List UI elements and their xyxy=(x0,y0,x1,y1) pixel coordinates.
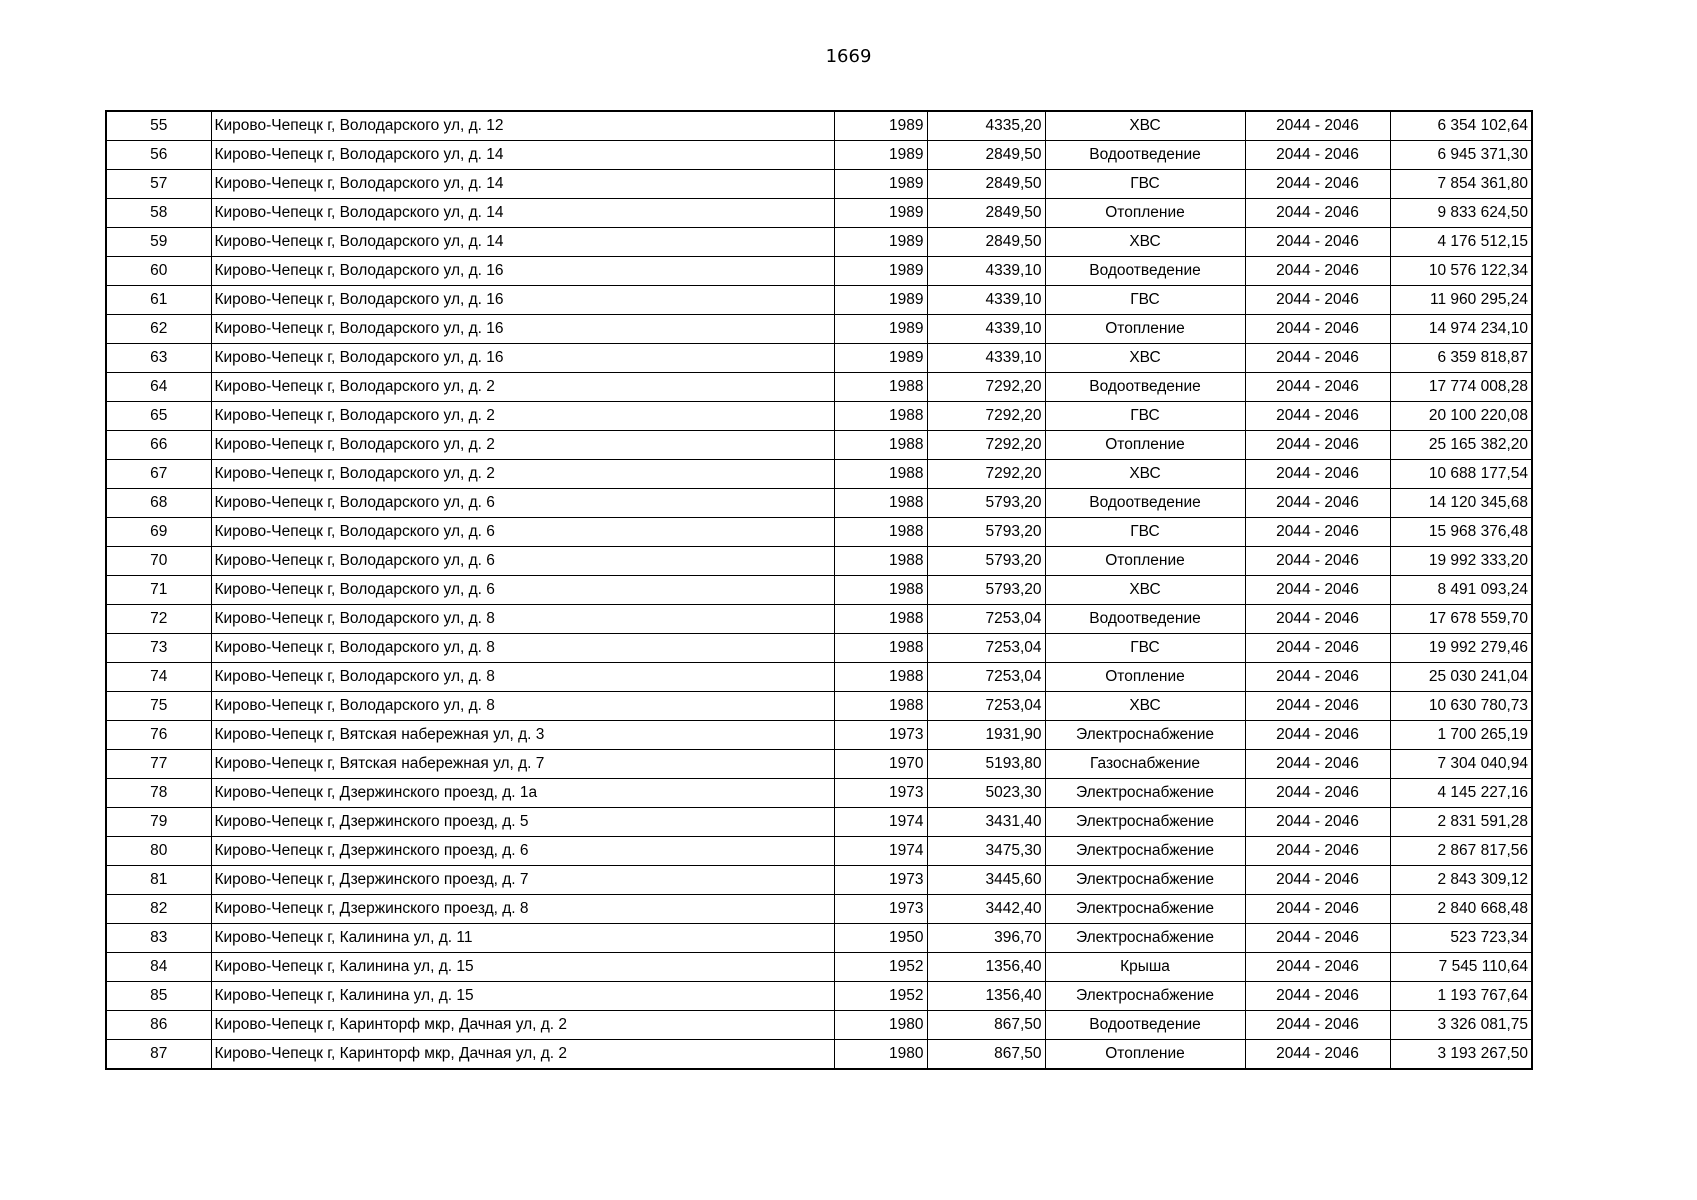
year-built-cell: 1973 xyxy=(834,779,927,808)
work-type-cell: Водоотведение xyxy=(1045,373,1245,402)
table-row xyxy=(106,982,1532,1011)
address-cell: Кирово-Чепецк г, Володарского ул, д. 6 xyxy=(211,576,834,605)
table-row xyxy=(106,750,1532,779)
address-cell: Кирово-Чепецк г, Володарского ул, д. 16 xyxy=(211,344,834,373)
row-number-cell: 76 xyxy=(106,721,211,750)
period-cell: 2044 - 2046 xyxy=(1245,489,1390,518)
table-row xyxy=(106,837,1532,866)
row-number-cell: 81 xyxy=(106,866,211,895)
address-cell: Кирово-Чепецк г, Володарского ул, д. 8 xyxy=(211,663,834,692)
table-row xyxy=(106,576,1532,605)
period-cell: 2044 - 2046 xyxy=(1245,170,1390,199)
cost-cell: 17 774 008,28 xyxy=(1390,373,1532,402)
table-row xyxy=(106,924,1532,953)
table-row xyxy=(106,953,1532,982)
area-cell: 7253,04 xyxy=(927,663,1045,692)
work-type-cell: Электроснабжение xyxy=(1045,924,1245,953)
row-number-cell: 77 xyxy=(106,750,211,779)
year-built-cell: 1988 xyxy=(834,373,927,402)
year-built-cell: 1973 xyxy=(834,721,927,750)
row-number-cell: 66 xyxy=(106,431,211,460)
period-cell: 2044 - 2046 xyxy=(1245,460,1390,489)
cost-cell: 6 945 371,30 xyxy=(1390,141,1532,170)
period-cell: 2044 - 2046 xyxy=(1245,286,1390,315)
table-row xyxy=(106,228,1532,257)
period-cell: 2044 - 2046 xyxy=(1245,547,1390,576)
area-cell: 396,70 xyxy=(927,924,1045,953)
area-cell: 7253,04 xyxy=(927,634,1045,663)
table-row xyxy=(106,257,1532,286)
row-number-cell: 78 xyxy=(106,779,211,808)
address-cell: Кирово-Чепецк г, Калинина ул, д. 11 xyxy=(211,924,834,953)
area-cell: 7292,20 xyxy=(927,460,1045,489)
cost-cell: 14 120 345,68 xyxy=(1390,489,1532,518)
year-built-cell: 1974 xyxy=(834,837,927,866)
work-type-cell: ГВС xyxy=(1045,634,1245,663)
area-cell: 2849,50 xyxy=(927,170,1045,199)
table-row xyxy=(106,344,1532,373)
cost-cell: 25 030 241,04 xyxy=(1390,663,1532,692)
work-type-cell: Отопление xyxy=(1045,547,1245,576)
row-number-cell: 68 xyxy=(106,489,211,518)
year-built-cell: 1988 xyxy=(834,547,927,576)
work-type-cell: Водоотведение xyxy=(1045,489,1245,518)
cost-cell: 2 843 309,12 xyxy=(1390,866,1532,895)
area-cell: 4339,10 xyxy=(927,286,1045,315)
work-type-cell: Водоотведение xyxy=(1045,141,1245,170)
period-cell: 2044 - 2046 xyxy=(1245,982,1390,1011)
work-type-cell: Водоотведение xyxy=(1045,1011,1245,1040)
year-built-cell: 1988 xyxy=(834,402,927,431)
year-built-cell: 1988 xyxy=(834,692,927,721)
cost-cell: 1 700 265,19 xyxy=(1390,721,1532,750)
period-cell: 2044 - 2046 xyxy=(1245,111,1390,141)
table-row xyxy=(106,402,1532,431)
cost-cell: 523 723,34 xyxy=(1390,924,1532,953)
year-built-cell: 1970 xyxy=(834,750,927,779)
area-cell: 1931,90 xyxy=(927,721,1045,750)
row-number-cell: 60 xyxy=(106,257,211,286)
period-cell: 2044 - 2046 xyxy=(1245,808,1390,837)
period-cell: 2044 - 2046 xyxy=(1245,402,1390,431)
area-cell: 867,50 xyxy=(927,1011,1045,1040)
address-cell: Кирово-Чепецк г, Дзержинского проезд, д. 7 xyxy=(211,866,834,895)
table-row xyxy=(106,663,1532,692)
period-cell: 2044 - 2046 xyxy=(1245,141,1390,170)
row-number-cell: 86 xyxy=(106,1011,211,1040)
page-number: 1669 xyxy=(825,46,872,67)
address-cell: Кирово-Чепецк г, Володарского ул, д. 14 xyxy=(211,228,834,257)
year-built-cell: 1980 xyxy=(834,1011,927,1040)
period-cell: 2044 - 2046 xyxy=(1245,373,1390,402)
period-cell: 2044 - 2046 xyxy=(1245,634,1390,663)
address-cell: Кирово-Чепецк г, Володарского ул, д. 12 xyxy=(211,111,834,141)
address-cell: Кирово-Чепецк г, Володарского ул, д. 14 xyxy=(211,141,834,170)
period-cell: 2044 - 2046 xyxy=(1245,866,1390,895)
year-built-cell: 1973 xyxy=(834,895,927,924)
table-row xyxy=(106,1011,1532,1040)
period-cell: 2044 - 2046 xyxy=(1245,315,1390,344)
work-type-cell: Отопление xyxy=(1045,431,1245,460)
work-type-cell: ХВС xyxy=(1045,692,1245,721)
address-cell: Кирово-Чепецк г, Каринторф мкр, Дачная ул, д. 2 xyxy=(211,1040,834,1070)
row-number-cell: 84 xyxy=(106,953,211,982)
period-cell: 2044 - 2046 xyxy=(1245,692,1390,721)
capital-repair-table xyxy=(105,110,1533,1070)
year-built-cell: 1973 xyxy=(834,866,927,895)
table-row xyxy=(106,315,1532,344)
period-cell: 2044 - 2046 xyxy=(1245,721,1390,750)
area-cell: 4339,10 xyxy=(927,257,1045,286)
period-cell: 2044 - 2046 xyxy=(1245,924,1390,953)
address-cell: Кирово-Чепецк г, Володарского ул, д. 8 xyxy=(211,605,834,634)
table-row xyxy=(106,721,1532,750)
period-cell: 2044 - 2046 xyxy=(1245,779,1390,808)
area-cell: 7253,04 xyxy=(927,692,1045,721)
work-type-cell: ГВС xyxy=(1045,286,1245,315)
period-cell: 2044 - 2046 xyxy=(1245,750,1390,779)
area-cell: 3445,60 xyxy=(927,866,1045,895)
table-row xyxy=(106,141,1532,170)
table-row xyxy=(106,895,1532,924)
area-cell: 7292,20 xyxy=(927,373,1045,402)
cost-cell: 10 688 177,54 xyxy=(1390,460,1532,489)
work-type-cell: ХВС xyxy=(1045,460,1245,489)
period-cell: 2044 - 2046 xyxy=(1245,199,1390,228)
table-row xyxy=(106,634,1532,663)
row-number-cell: 71 xyxy=(106,576,211,605)
work-type-cell: Электроснабжение xyxy=(1045,895,1245,924)
address-cell: Кирово-Чепецк г, Вятская набережная ул, д. 7 xyxy=(211,750,834,779)
period-cell: 2044 - 2046 xyxy=(1245,895,1390,924)
period-cell: 2044 - 2046 xyxy=(1245,257,1390,286)
year-built-cell: 1989 xyxy=(834,228,927,257)
work-type-cell: ГВС xyxy=(1045,402,1245,431)
address-cell: Кирово-Чепецк г, Володарского ул, д. 6 xyxy=(211,518,834,547)
row-number-cell: 57 xyxy=(106,170,211,199)
work-type-cell: ХВС xyxy=(1045,344,1245,373)
cost-cell: 6 359 818,87 xyxy=(1390,344,1532,373)
year-built-cell: 1980 xyxy=(834,1040,927,1070)
row-number-cell: 72 xyxy=(106,605,211,634)
area-cell: 3431,40 xyxy=(927,808,1045,837)
cost-cell: 10 630 780,73 xyxy=(1390,692,1532,721)
row-number-cell: 70 xyxy=(106,547,211,576)
cost-cell: 2 840 668,48 xyxy=(1390,895,1532,924)
address-cell: Кирово-Чепецк г, Дзержинского проезд, д. 6 xyxy=(211,837,834,866)
row-number-cell: 82 xyxy=(106,895,211,924)
area-cell: 2849,50 xyxy=(927,228,1045,257)
address-cell: Кирово-Чепецк г, Вятская набережная ул, д. 3 xyxy=(211,721,834,750)
cost-cell: 17 678 559,70 xyxy=(1390,605,1532,634)
cost-cell: 6 354 102,64 xyxy=(1390,111,1532,141)
work-type-cell: ГВС xyxy=(1045,170,1245,199)
year-built-cell: 1988 xyxy=(834,576,927,605)
period-cell: 2044 - 2046 xyxy=(1245,953,1390,982)
cost-cell: 2 867 817,56 xyxy=(1390,837,1532,866)
work-type-cell: ГВС xyxy=(1045,518,1245,547)
address-cell: Кирово-Чепецк г, Володарского ул, д. 2 xyxy=(211,402,834,431)
area-cell: 4339,10 xyxy=(927,315,1045,344)
table-row xyxy=(106,199,1532,228)
period-cell: 2044 - 2046 xyxy=(1245,1040,1390,1070)
year-built-cell: 1988 xyxy=(834,489,927,518)
row-number-cell: 56 xyxy=(106,141,211,170)
cost-cell: 7 854 361,80 xyxy=(1390,170,1532,199)
year-built-cell: 1988 xyxy=(834,634,927,663)
row-number-cell: 80 xyxy=(106,837,211,866)
table-row xyxy=(106,170,1532,199)
work-type-cell: Электроснабжение xyxy=(1045,721,1245,750)
address-cell: Кирово-Чепецк г, Володарского ул, д. 14 xyxy=(211,199,834,228)
cost-cell: 4 176 512,15 xyxy=(1390,228,1532,257)
year-built-cell: 1989 xyxy=(834,257,927,286)
area-cell: 5793,20 xyxy=(927,518,1045,547)
table-row xyxy=(106,547,1532,576)
area-cell: 4335,20 xyxy=(927,111,1045,141)
work-type-cell: ХВС xyxy=(1045,228,1245,257)
cost-cell: 11 960 295,24 xyxy=(1390,286,1532,315)
row-number-cell: 73 xyxy=(106,634,211,663)
work-type-cell: Электроснабжение xyxy=(1045,866,1245,895)
cost-cell: 20 100 220,08 xyxy=(1390,402,1532,431)
work-type-cell: Электроснабжение xyxy=(1045,837,1245,866)
year-built-cell: 1952 xyxy=(834,982,927,1011)
period-cell: 2044 - 2046 xyxy=(1245,663,1390,692)
year-built-cell: 1988 xyxy=(834,460,927,489)
row-number-cell: 64 xyxy=(106,373,211,402)
row-number-cell: 55 xyxy=(106,111,211,141)
year-built-cell: 1950 xyxy=(834,924,927,953)
cost-cell: 10 576 122,34 xyxy=(1390,257,1532,286)
cost-cell: 3 193 267,50 xyxy=(1390,1040,1532,1070)
cost-cell: 3 326 081,75 xyxy=(1390,1011,1532,1040)
cost-cell: 14 974 234,10 xyxy=(1390,315,1532,344)
cost-cell: 7 545 110,64 xyxy=(1390,953,1532,982)
address-cell: Кирово-Чепецк г, Володарского ул, д. 16 xyxy=(211,257,834,286)
area-cell: 1356,40 xyxy=(927,953,1045,982)
period-cell: 2044 - 2046 xyxy=(1245,576,1390,605)
row-number-cell: 85 xyxy=(106,982,211,1011)
table-row xyxy=(106,779,1532,808)
cost-cell: 1 193 767,64 xyxy=(1390,982,1532,1011)
cost-cell: 25 165 382,20 xyxy=(1390,431,1532,460)
table-row xyxy=(106,692,1532,721)
table-row xyxy=(106,866,1532,895)
address-cell: Кирово-Чепецк г, Володарского ул, д. 6 xyxy=(211,547,834,576)
row-number-cell: 63 xyxy=(106,344,211,373)
address-cell: Кирово-Чепецк г, Володарского ул, д. 8 xyxy=(211,692,834,721)
period-cell: 2044 - 2046 xyxy=(1245,1011,1390,1040)
row-number-cell: 69 xyxy=(106,518,211,547)
cost-cell: 2 831 591,28 xyxy=(1390,808,1532,837)
row-number-cell: 83 xyxy=(106,924,211,953)
address-cell: Кирово-Чепецк г, Володарского ул, д. 2 xyxy=(211,431,834,460)
table-row xyxy=(106,373,1532,402)
year-built-cell: 1989 xyxy=(834,315,927,344)
address-cell: Кирово-Чепецк г, Володарского ул, д. 2 xyxy=(211,373,834,402)
year-built-cell: 1988 xyxy=(834,663,927,692)
table-row xyxy=(106,808,1532,837)
work-type-cell: Электроснабжение xyxy=(1045,808,1245,837)
cost-cell: 9 833 624,50 xyxy=(1390,199,1532,228)
row-number-cell: 74 xyxy=(106,663,211,692)
cost-cell: 15 968 376,48 xyxy=(1390,518,1532,547)
address-cell: Кирово-Чепецк г, Дзержинского проезд, д. 1а xyxy=(211,779,834,808)
area-cell: 5793,20 xyxy=(927,489,1045,518)
table-row xyxy=(106,1040,1532,1070)
area-cell: 2849,50 xyxy=(927,199,1045,228)
year-built-cell: 1989 xyxy=(834,344,927,373)
row-number-cell: 79 xyxy=(106,808,211,837)
address-cell: Кирово-Чепецк г, Володарского ул, д. 2 xyxy=(211,460,834,489)
row-number-cell: 58 xyxy=(106,199,211,228)
row-number-cell: 59 xyxy=(106,228,211,257)
address-cell: Кирово-Чепецк г, Володарского ул, д. 14 xyxy=(211,170,834,199)
cost-cell: 7 304 040,94 xyxy=(1390,750,1532,779)
address-cell: Кирово-Чепецк г, Володарского ул, д. 16 xyxy=(211,286,834,315)
area-cell: 2849,50 xyxy=(927,141,1045,170)
cost-cell: 19 992 333,20 xyxy=(1390,547,1532,576)
area-cell: 7253,04 xyxy=(927,605,1045,634)
area-cell: 3442,40 xyxy=(927,895,1045,924)
area-cell: 7292,20 xyxy=(927,402,1045,431)
area-cell: 4339,10 xyxy=(927,344,1045,373)
year-built-cell: 1988 xyxy=(834,518,927,547)
table-row xyxy=(106,286,1532,315)
year-built-cell: 1989 xyxy=(834,286,927,315)
address-cell: Кирово-Чепецк г, Каринторф мкр, Дачная ул, д. 2 xyxy=(211,1011,834,1040)
period-cell: 2044 - 2046 xyxy=(1245,518,1390,547)
table-row xyxy=(106,518,1532,547)
row-number-cell: 87 xyxy=(106,1040,211,1070)
work-type-cell: Отопление xyxy=(1045,199,1245,228)
address-cell: Кирово-Чепецк г, Дзержинского проезд, д. 5 xyxy=(211,808,834,837)
work-type-cell: Отопление xyxy=(1045,315,1245,344)
year-built-cell: 1952 xyxy=(834,953,927,982)
area-cell: 5793,20 xyxy=(927,576,1045,605)
work-type-cell: ХВС xyxy=(1045,111,1245,141)
period-cell: 2044 - 2046 xyxy=(1245,837,1390,866)
area-cell: 1356,40 xyxy=(927,982,1045,1011)
area-cell: 5193,80 xyxy=(927,750,1045,779)
table-body xyxy=(106,111,1532,1069)
year-built-cell: 1988 xyxy=(834,605,927,634)
cost-cell: 4 145 227,16 xyxy=(1390,779,1532,808)
cost-cell: 19 992 279,46 xyxy=(1390,634,1532,663)
work-type-cell: Водоотведение xyxy=(1045,257,1245,286)
period-cell: 2044 - 2046 xyxy=(1245,431,1390,460)
table-row xyxy=(106,460,1532,489)
year-built-cell: 1989 xyxy=(834,111,927,141)
area-cell: 3475,30 xyxy=(927,837,1045,866)
address-cell: Кирово-Чепецк г, Дзержинского проезд, д. 8 xyxy=(211,895,834,924)
area-cell: 7292,20 xyxy=(927,431,1045,460)
period-cell: 2044 - 2046 xyxy=(1245,605,1390,634)
work-type-cell: Отопление xyxy=(1045,663,1245,692)
table-row xyxy=(106,111,1532,141)
area-cell: 5793,20 xyxy=(927,547,1045,576)
address-cell: Кирово-Чепецк г, Калинина ул, д. 15 xyxy=(211,982,834,1011)
address-cell: Кирово-Чепецк г, Володарского ул, д. 6 xyxy=(211,489,834,518)
row-number-cell: 61 xyxy=(106,286,211,315)
cost-cell: 8 491 093,24 xyxy=(1390,576,1532,605)
year-built-cell: 1989 xyxy=(834,199,927,228)
area-cell: 867,50 xyxy=(927,1040,1045,1070)
table-row xyxy=(106,605,1532,634)
period-cell: 2044 - 2046 xyxy=(1245,344,1390,373)
table-row xyxy=(106,431,1532,460)
address-cell: Кирово-Чепецк г, Калинина ул, д. 15 xyxy=(211,953,834,982)
table-row xyxy=(106,489,1532,518)
period-cell: 2044 - 2046 xyxy=(1245,228,1390,257)
work-type-cell: Водоотведение xyxy=(1045,605,1245,634)
address-cell: Кирово-Чепецк г, Володарского ул, д. 8 xyxy=(211,634,834,663)
row-number-cell: 75 xyxy=(106,692,211,721)
work-type-cell: Электроснабжение xyxy=(1045,779,1245,808)
work-type-cell: Отопление xyxy=(1045,1040,1245,1070)
year-built-cell: 1989 xyxy=(834,141,927,170)
year-built-cell: 1988 xyxy=(834,431,927,460)
work-type-cell: Крыша xyxy=(1045,953,1245,982)
year-built-cell: 1974 xyxy=(834,808,927,837)
work-type-cell: ХВС xyxy=(1045,576,1245,605)
work-type-cell: Электроснабжение xyxy=(1045,982,1245,1011)
address-cell: Кирово-Чепецк г, Володарского ул, д. 16 xyxy=(211,315,834,344)
row-number-cell: 62 xyxy=(106,315,211,344)
row-number-cell: 65 xyxy=(106,402,211,431)
year-built-cell: 1989 xyxy=(834,170,927,199)
row-number-cell: 67 xyxy=(106,460,211,489)
area-cell: 5023,30 xyxy=(927,779,1045,808)
work-type-cell: Газоснабжение xyxy=(1045,750,1245,779)
